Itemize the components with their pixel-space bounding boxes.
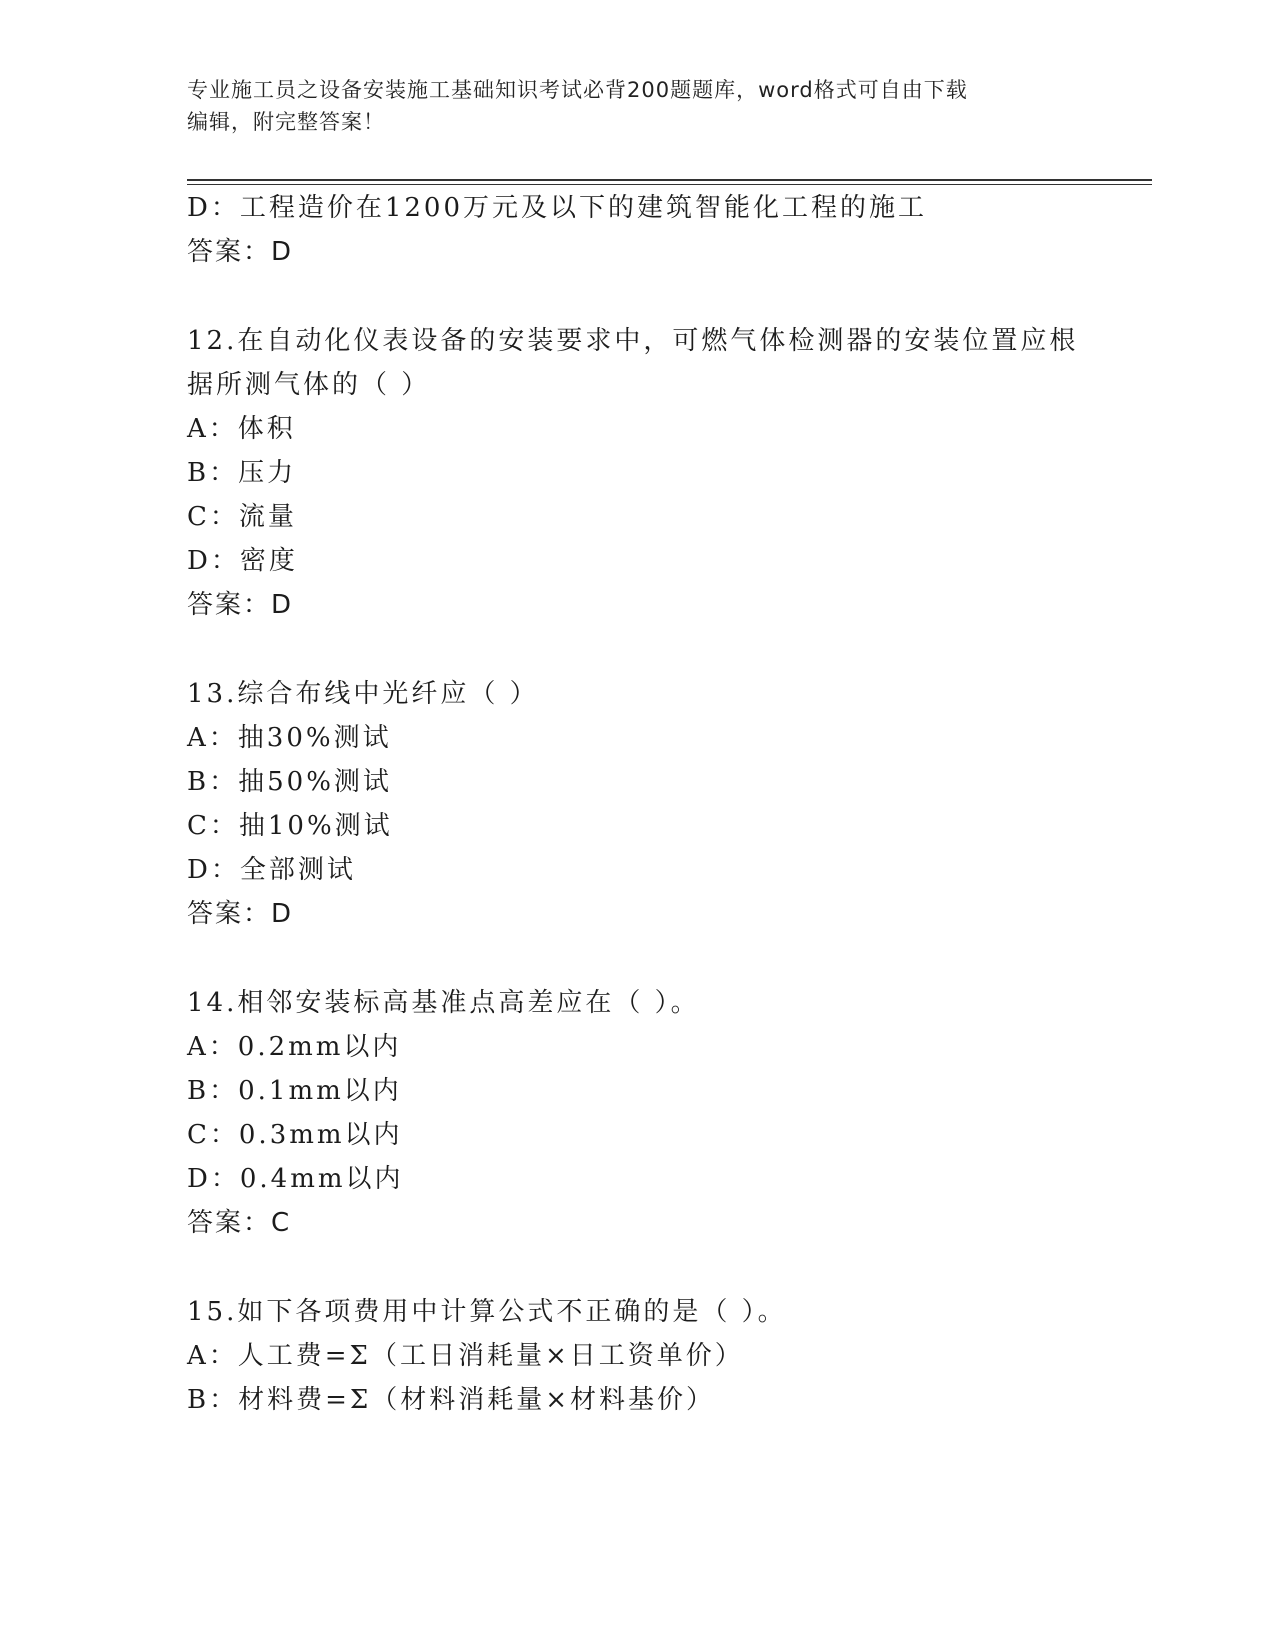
q13-answer: 答案：D [187, 899, 294, 929]
q12-option-a: A：体积 [187, 414, 296, 444]
prev-answer: 答案：D [187, 237, 294, 267]
prev-option-d: D：工程造价在1200万元及以下的建筑智能化工程的施工 [187, 193, 928, 223]
header-line-1: 专业施工员之设备安装施工基础知识考试必背200题题库，word格式可自由下载 [187, 78, 968, 102]
q14-option-a: A：0.2mm以内 [187, 1032, 402, 1062]
q14-option-c: C：0.3mm以内 [187, 1120, 403, 1150]
q14-option-b: B：0.1mm以内 [187, 1076, 402, 1106]
q12-option-b: B：压力 [187, 458, 297, 488]
q12-stem-line2: 据所测气体的（ ） [187, 370, 431, 400]
page-header [187, 74, 1077, 138]
q15-stem: 15.如下各项费用中计算公式不正确的是（ ）。 [187, 1297, 787, 1327]
q12-option-c: C：流量 [187, 502, 297, 532]
q14-answer: 答案：C [187, 1208, 292, 1238]
q12-stem-line1: 12.在自动化仪表设备的安装要求中，可燃气体检测器的安装位置应根 [187, 326, 1079, 356]
q13-stem: 13.综合布线中光纤应（ ） [187, 679, 539, 709]
q14-option-d: D：0.4mm以内 [187, 1164, 404, 1194]
q15-option-a: A：人工费=Σ（工日消耗量×日工资单价） [187, 1341, 744, 1371]
q13-option-b: B：抽50%测试 [187, 767, 392, 797]
header-divider-thin [187, 184, 1152, 185]
q13-option-d: D：全部测试 [187, 855, 356, 885]
q12-answer: 答案：D [187, 590, 294, 620]
header-divider-thick [187, 179, 1152, 181]
q12-option-d: D：密度 [187, 546, 298, 576]
q13-option-a: A：抽30%测试 [187, 723, 392, 753]
q13-option-c: C：抽10%测试 [187, 811, 393, 841]
q15-option-b: B：材料费=Σ（材料消耗量×材料基价） [187, 1385, 716, 1415]
q14-stem: 14.相邻安装标高基准点高差应在（ ）。 [187, 988, 700, 1018]
header-line-2: 编辑，附完整答案！ [187, 110, 385, 134]
